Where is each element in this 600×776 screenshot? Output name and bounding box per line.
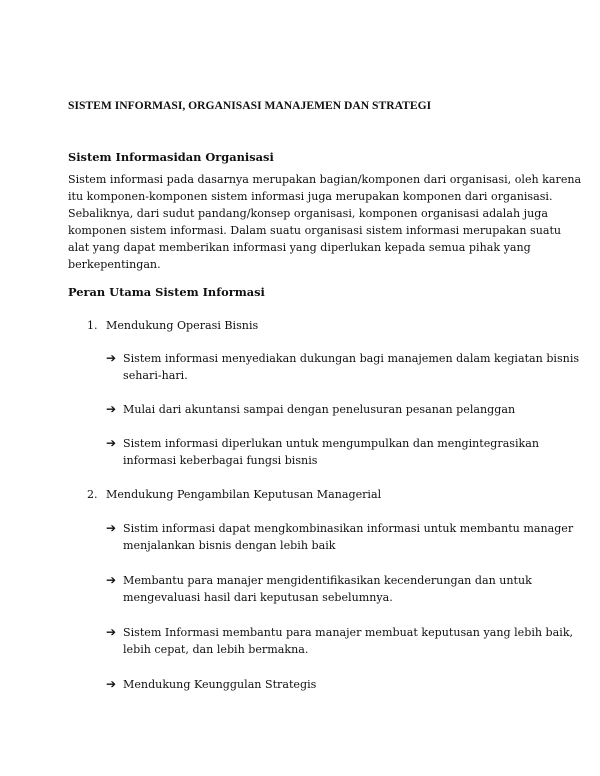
arrow-right-icon: ➔	[106, 573, 117, 587]
paragraph-line: berkepentingan.	[68, 258, 161, 271]
section-heading-peran-utama: Peran Utama Sistem Informasi	[68, 285, 265, 299]
arrow-right-icon: ➔	[106, 677, 117, 691]
paragraph-line: alat yang dapat memberikan informasi yang diperlukan kepada semua pihak yang	[68, 241, 531, 254]
paragraph-line: Sistem informasi pada dasarnya merupakan bagian/komponen dari organisasi, oleh karena	[68, 173, 582, 186]
arrow-right-icon: ➔	[106, 351, 117, 365]
bullet-line: Mulai dari akuntansi sampai dengan penelusuran pesanan pelanggan	[123, 403, 516, 416]
list-number: 1.	[87, 319, 98, 332]
paragraph-line: komponen sistem informasi. Dalam suatu organisasi sistem informasi merupakan suatu	[68, 224, 562, 237]
arrow-right-icon: ➔	[106, 625, 117, 639]
bullet-line: Sistim informasi dapat mengkombinasikan informasi untuk membantu manager	[123, 522, 574, 535]
arrow-right-icon: ➔	[106, 402, 117, 416]
bullet-line: Membantu para manajer mengidentifikasikan kecenderungan dan untuk	[123, 574, 532, 587]
paragraph-line: itu komponen-komponen sistem informasi juga merupakan komponen dari organisasi.	[68, 190, 553, 203]
document-title: SISTEM INFORMASI, ORGANISASI MANAJEMEN DAN STRATEGI	[68, 99, 432, 112]
bullet-line: Sistem Informasi membantu para manajer membuat keputusan yang lebih baik,	[123, 626, 574, 639]
bullet-line: Mendukung Keunggulan Strategis	[123, 678, 317, 691]
bullet-line: Sistem informasi diperlukan untuk mengumpulkan dan mengintegrasikan	[123, 437, 540, 450]
bullet-line: Sistem informasi menyediakan dukungan bagi manajemen dalam kegiatan bisnis	[123, 352, 580, 365]
bullet-line: lebih cepat, dan lebih bermakna.	[123, 643, 309, 656]
paragraph-line: Sebaliknya, dari sudut pandang/konsep organisasi, komponen organisasi adalah juga	[68, 207, 548, 220]
bullet-line: informasi keberbagai fungsi bisnis	[123, 454, 318, 467]
bullet-line: sehari-hari.	[123, 369, 188, 382]
section-heading-organisasi: Sistem Informasidan Organisasi	[68, 150, 274, 164]
list-number: 2.	[87, 488, 98, 501]
arrow-right-icon: ➔	[106, 521, 117, 535]
bullet-line: mengevaluasi hasil dari keputusan sebelumnya.	[123, 591, 393, 604]
list-item-label: Mendukung Operasi Bisnis	[106, 319, 259, 332]
bullet-line: menjalankan bisnis dengan lebih baik	[123, 539, 336, 552]
list-item-label: Mendukung Pengambilan Keputusan Managerial	[106, 488, 382, 501]
arrow-right-icon: ➔	[106, 436, 117, 450]
